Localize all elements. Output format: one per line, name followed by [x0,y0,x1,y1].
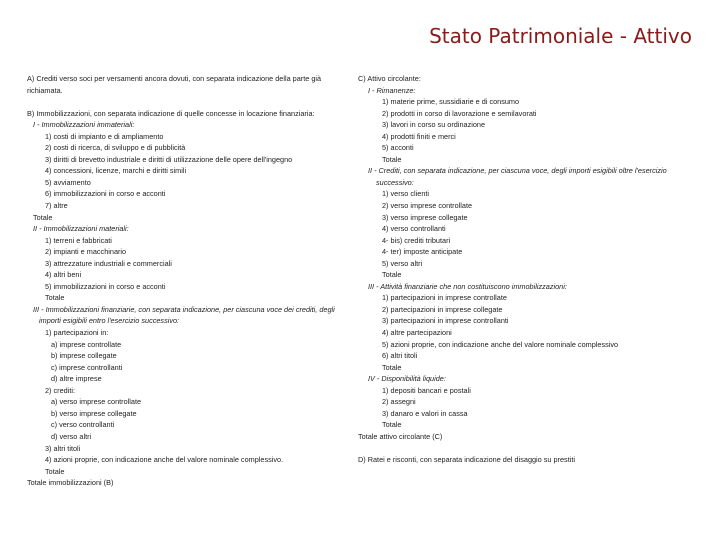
section-c4-total: Totale [382,420,402,430]
section-c3-total: Totale [382,362,402,372]
list-item: c) imprese controllanti [51,362,123,372]
list-item: 3) diritti di brevetto industriale e diritti di utilizzazione delle opere dell'ingegno [45,154,293,164]
list-item: 2) assegni [382,397,416,407]
list-item: 1) costi di impianto e di ampliamento [45,131,164,141]
list-item: a) imprese controllate [51,339,122,349]
list-item: 1) materie prime, sussidiarie e di consumo [382,97,520,107]
list-item: a) verso imprese controllate [51,397,142,407]
list-item: 4- bis) crediti tributari [382,235,451,245]
list-item: 1) partecipazioni in imprese controllate [382,293,507,303]
list-item: 5) azioni proprie, con indicazione anche del valore nominale complessivo [382,339,619,349]
list-item: 5) verso altri [382,258,423,268]
list-item: 2) costi di ricerca, di sviluppo e di pubblicità [45,143,186,153]
list-item: 5) acconti [382,143,414,153]
list-item: 4- ter) imposte anticipate [382,247,463,257]
section-c1-title: I - Rimanenze: [368,85,416,95]
list-item: c) verso controllanti [51,420,115,430]
section-b3-title: III - Immobilizzazioni finanziarie, con separata indicazione, per ciascuna voce dei crediti, degli [33,304,335,314]
right-column [358,73,703,466]
list-item: b) imprese collegate [51,351,117,361]
section-c-title: C) Attivo circolante: [358,74,421,83]
list-item: d) verso altri [51,431,92,441]
list-item: b) verso imprese collegate [51,408,137,418]
section-a-title: A) Crediti verso soci per versamenti ancora dovuti, con separata indicazione della parte già [27,74,322,83]
list-item: 5) avviamento [45,177,91,187]
list-item: 7) altre [45,201,68,211]
section-b1-total: Totale [33,212,53,222]
list-item: 2) verso imprese controllate [382,201,473,211]
section-a-title-continuation: richiamata. [27,85,63,95]
section-b3-title-continuation: importi esigibili entro l'esercizio successivo: [39,316,180,326]
section-c3-title: III - Attività finanziarie che non costituiscono immobilizzazioni: [368,281,567,291]
section-c2-total: Totale [382,270,402,280]
subsection-title: 2) crediti: [45,385,76,395]
list-item: 4) azioni proprie, con indicazione anche del valore nominale complessivo. [45,455,284,465]
section-b2-title: II - Immobilizzazioni materiali: [33,224,129,234]
list-item: 4) altre partecipazioni [382,328,452,338]
list-item: 5) immobilizzazioni in corso e acconti [45,281,166,291]
list-item: 6) altri titoli [382,351,418,361]
list-item: 4) prodotti finiti e merci [382,131,456,141]
section-b-title: B) Immobilizzazioni, con separata indicazione di quelle concesse in locazione finanziaria: [27,108,315,118]
section-d-title: D) Ratei e risconti, con separata indicazione del disaggio su prestiti [358,455,575,465]
section-b2-total: Totale [45,293,65,303]
section-c2-title: II - Crediti, con separata indicazione, per ciascuna voce, degli importi esigibili oltre l'esercizio [368,166,667,176]
section-c-total: Totale attivo circolante (C) [358,431,443,441]
page-title: Stato Patrimoniale - Attivo [429,24,692,48]
list-item: 2) impianti e macchinario [45,247,127,257]
subsection-title: 1) partecipazioni in: [45,328,109,338]
list-item: 3) danaro e valori in cassa [382,408,468,418]
section-c4-title: IV - Disponibilità liquide: [368,374,446,384]
list-item: 1) depositi bancari e postali [382,385,471,395]
list-item: 1) verso clienti [382,189,430,199]
list-item: 3) verso imprese collegate [382,212,468,222]
list-item: 6) immobilizzazioni in corso e acconti [45,189,166,199]
list-item: d) altre imprese [51,374,102,384]
section-b-total: Totale immobilizzazioni (B) [27,478,114,488]
list-item: 4) verso controllanti [382,224,446,234]
list-item: 3) lavori in corso su ordinazione [382,120,486,130]
list-item: 3) attrezzature industriali e commerciali [45,258,172,268]
section-c2-title-continuation: successivo: [376,177,414,187]
section-c1-total: Totale [382,154,402,164]
section-b3-total: Totale [45,466,65,476]
list-item: 4) altri beni [45,270,82,280]
list-item: 1) terreni e fabbricati [45,235,112,245]
list-item: 3) altri titoli [45,443,81,453]
list-item: 2) prodotti in corso di lavorazione e semilavorati [382,108,537,118]
list-item: 4) concessioni, licenze, marchi e diritti simili [45,166,187,176]
list-item: 3) partecipazioni in imprese controllanti [382,316,509,326]
left-column [27,73,357,489]
list-item: 2) partecipazioni in imprese collegate [382,304,503,314]
section-b1-title: I - Immobilizzazioni immateriali: [33,120,135,130]
